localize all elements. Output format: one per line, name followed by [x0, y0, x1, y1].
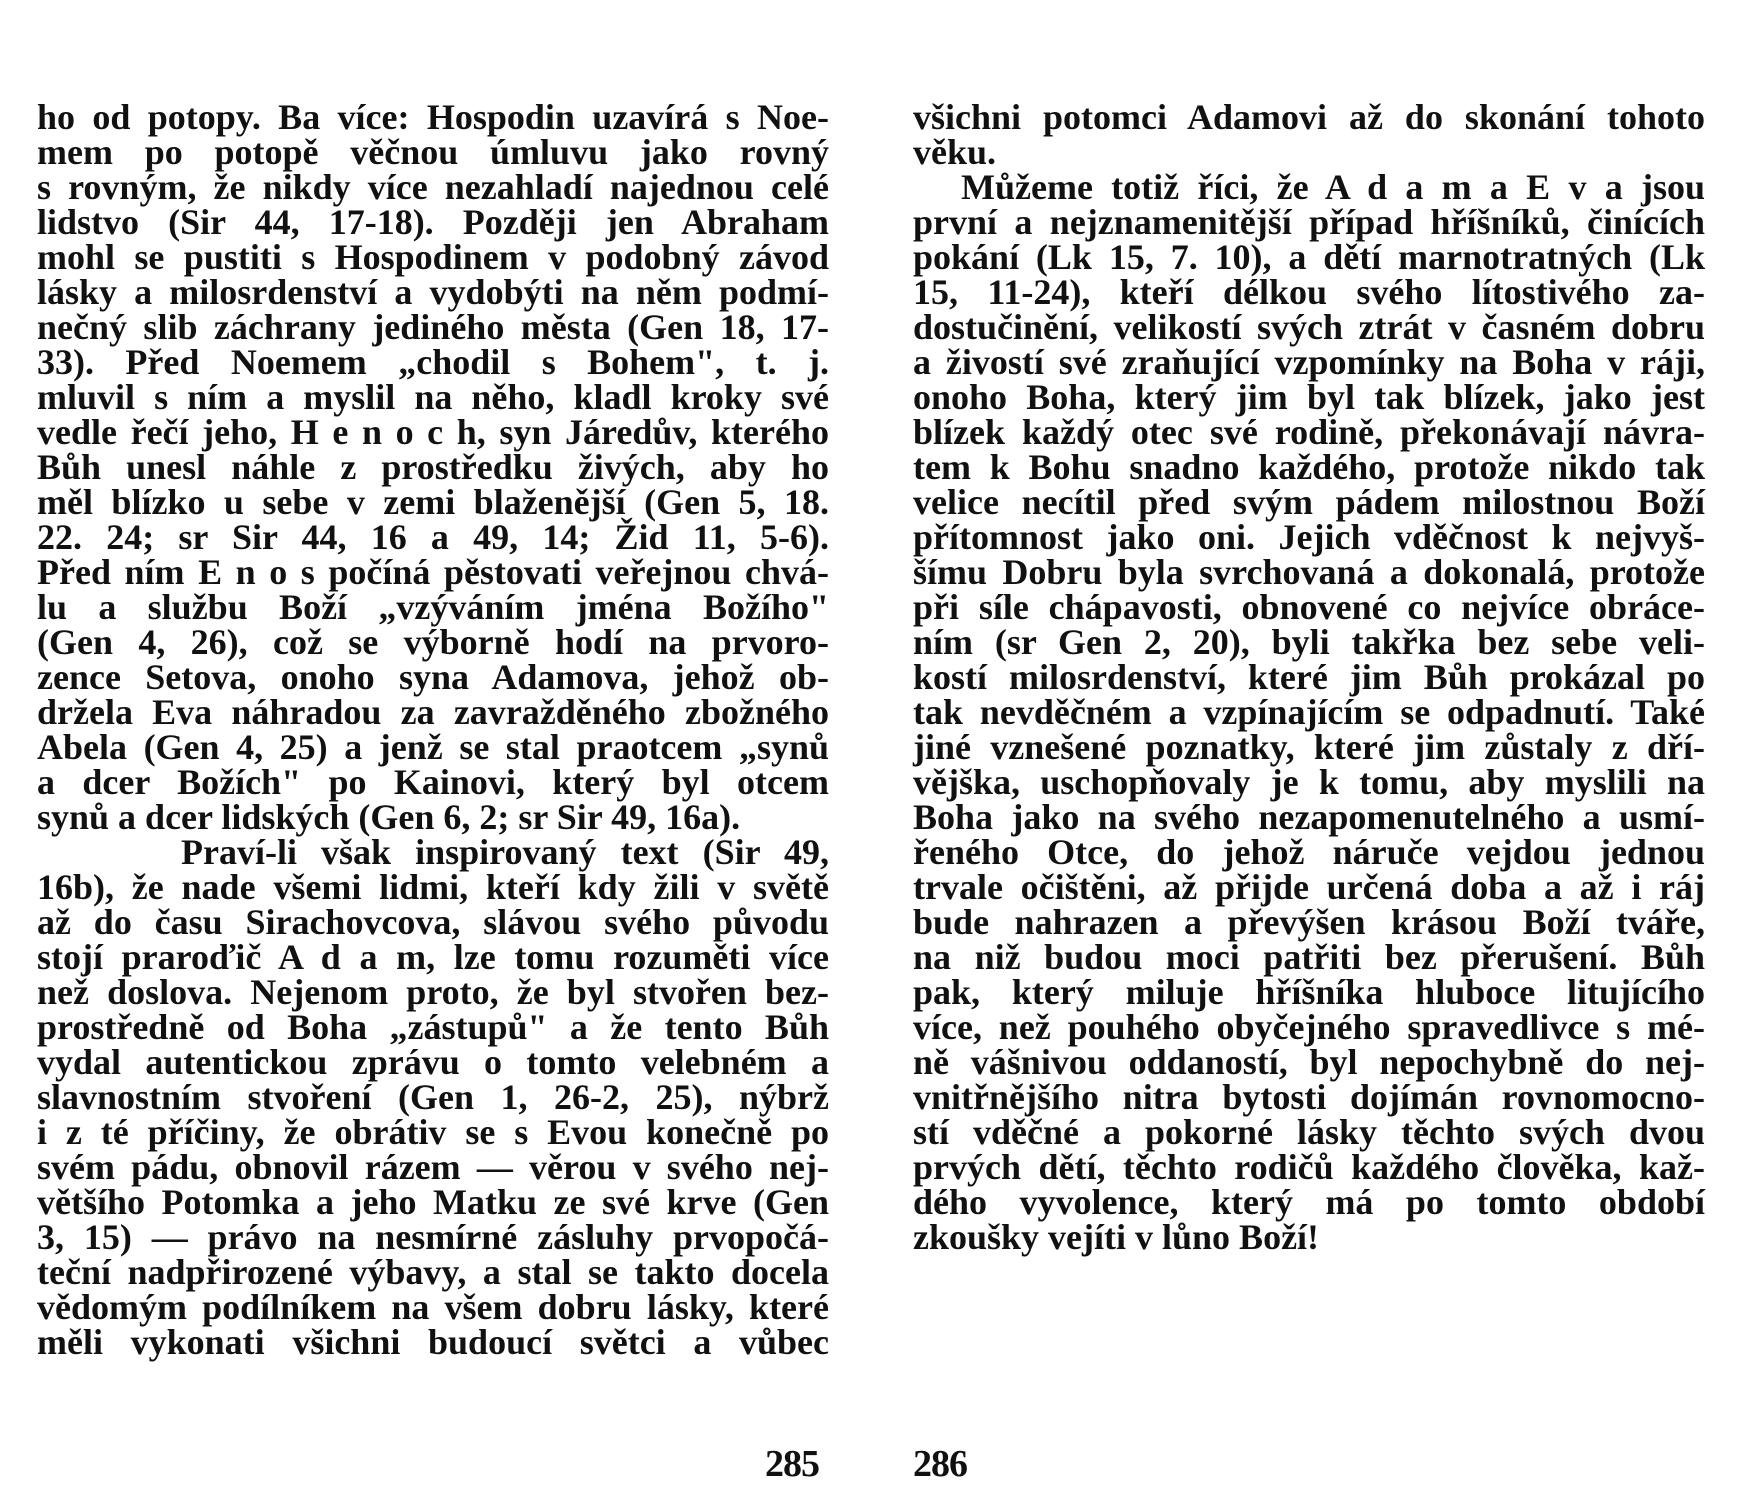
text-line: zkoušky vejíti v lůno Boží!	[913, 1217, 1320, 1257]
text-line: i z té příčiny, že obrátiv se s Evou konečně po	[37, 1112, 829, 1152]
text-line: řeného Otce, do jehož náruče vejdou jednou	[913, 832, 1705, 872]
text-line: a dcer Božích" po Kainovi, který byl otcem	[37, 762, 829, 802]
page-number-right: 286	[913, 1443, 967, 1485]
text-line: při síle chápavosti, obnovené co nejvíce obráce-	[913, 587, 1705, 627]
text-line: ně vášnivou oddaností, byl nepochybně do nej-	[913, 1042, 1705, 1082]
text-line: stojí praroďič A d a m, lze tomu rozuměti více	[37, 937, 829, 977]
text-line: více, než pouhého obyčejného spravedlivce s mé-	[913, 1007, 1705, 1047]
text-line: 22. 24; sr Sir 44, 16 a 49, 14; Žid 11, 5-6).	[37, 517, 829, 557]
text-line: jiné vznešené poznatky, které jim zůstaly z dří-	[913, 727, 1705, 767]
text-line: vedle řečí jeho, H e n o c h, syn Járedův, kterého	[37, 412, 829, 452]
text-line: šímu Dobru byla svrchovaná a dokonalá, protože	[913, 552, 1705, 592]
right-page-text	[913, 97, 1705, 1257]
text-line: synů a dcer lidských (Gen 6, 2; sr Sir 49, 16a).	[37, 797, 741, 837]
text-line: svém pádu, obnovil rázem — věrou v svého nej-	[37, 1147, 829, 1187]
text-line: věku.	[913, 132, 997, 172]
text-line: velice necítil před svým pádem milostnou Boží	[913, 482, 1705, 522]
text-line: všichni potomci Adamovi až do skonání tohoto	[913, 97, 1705, 137]
text-line: Můžeme totiž říci, že A d a m a E v a jsou	[961, 167, 1705, 207]
text-line: Abela (Gen 4, 25) a jenž se stal praotcem „synů	[37, 727, 829, 767]
text-line: 33). Před Noemem „chodil s Bohem", t. j.	[37, 342, 829, 382]
text-line: 16b), že nade všemi lidmi, kteří kdy žili v světě	[37, 867, 829, 907]
text-line: onoho Boha, který jim byl tak blízek, jako jest	[913, 377, 1705, 417]
text-line: na niž budou moci patřiti bez přerušení. Bůh	[913, 937, 1705, 977]
text-line: 3, 15) — právo na nesmírné zásluhy prvopočá-	[37, 1217, 829, 1257]
text-line: Boha jako na svého nezapomenutelného a usmí-	[913, 797, 1705, 837]
text-line: nečný slib záchrany jediného města (Gen 18, 17-	[37, 307, 829, 347]
text-line: (Gen 4, 26), což se výborně hodí na prvoro-	[37, 622, 829, 662]
text-line: mohl se pustiti s Hospodinem v podobný závod	[37, 237, 829, 277]
text-line: prvých dětí, těchto rodičů každého člověka, kaž-	[913, 1147, 1705, 1187]
text-line: než doslova. Nejenom proto, že byl stvořen bez-	[37, 972, 829, 1012]
text-line: prostředně od Boha „zástupů" a že tento Bůh	[37, 1007, 829, 1047]
text-line: až do času Sirachovcova, slávou svého původu	[37, 902, 829, 942]
text-line: Praví-li však inspirovaný text (Sir 49,	[181, 832, 829, 872]
text-line: lidstvo (Sir 44, 17-18). Později jen Abraham	[37, 202, 829, 242]
text-line: držela Eva náhradou za zavražděného zbožného	[37, 692, 829, 732]
text-line: lu a službu Boží „vzýváním jména Božího"	[37, 587, 829, 627]
text-line: lásky a milosrdenství a vydobýti na něm podmí-	[37, 272, 829, 312]
text-line: trvale očištěni, až přijde určená doba a až i ráj	[913, 867, 1705, 907]
text-line: ho od potopy. Ba více: Hospodin uzavírá s Noe-	[37, 97, 829, 137]
text-line: slavnostním stvoření (Gen 1, 26-2, 25), nýbrž	[37, 1077, 829, 1117]
text-line: pak, který miluje hříšníka hluboce litujícího	[913, 972, 1705, 1012]
text-line: teční nadpřirozené výbavy, a stal se takto docela	[37, 1252, 829, 1292]
text-line: měli vykonati všichni budoucí světci a vůbec	[37, 1322, 829, 1362]
text-line: mluvil s ním a myslil na něho, kladl kroky své	[37, 377, 829, 417]
text-line: dého vyvolence, který má po tomto období	[913, 1182, 1705, 1222]
text-line: většího Potomka a jeho Matku ze své krve (Gen	[37, 1182, 829, 1222]
text-line: první a nejznamenitější případ hříšníků, činících	[913, 202, 1705, 242]
text-line: tak nevděčném a vzpínajícím se odpadnutí. Také	[913, 692, 1705, 732]
left-page-text	[37, 97, 829, 1362]
text-line: mem po potopě věčnou úmluvu jako rovný	[37, 132, 829, 172]
text-line: vnitřnějšího nitra bytosti dojímán rovnomocno-	[913, 1077, 1705, 1117]
text-line: měl blízko u sebe v zemi blaženější (Gen 5, 18.	[37, 482, 829, 522]
text-line: dostučinění, velikostí svých ztrát v časném dobru	[913, 307, 1705, 347]
text-line: přítomnost jako oni. Jejich vděčnost k nejvyš-	[913, 517, 1705, 557]
text-line: pokání (Lk 15, 7. 10), a dětí marnotratných (Lk	[913, 237, 1705, 277]
page-number-left: 285	[765, 1443, 819, 1485]
text-line: blízek každý otec své rodině, překonávají návra-	[913, 412, 1705, 452]
text-line: bude nahrazen a převýšen krásou Boží tváře,	[913, 902, 1705, 942]
text-line: Bůh unesl náhle z prostředku živých, aby ho	[37, 447, 829, 487]
text-line: zence Setova, onoho syna Adamova, jehož ob-	[37, 657, 829, 697]
text-line: s rovným, že nikdy více nezahladí najednou celé	[37, 167, 829, 207]
text-line: vydal autentickou zprávu o tomto velebném a	[37, 1042, 829, 1082]
text-line: vějška, uschopňovaly je k tomu, aby myslili na	[913, 762, 1705, 802]
text-line: a živostí své zraňující vzpomínky na Boha v ráji,	[913, 342, 1705, 382]
text-line: ním (sr Gen 2, 20), byli takřka bez sebe veli-	[913, 622, 1705, 662]
text-line: Před ním E n o s počíná pěstovati veřejnou chvá-	[37, 552, 829, 592]
text-line: 15, 11-24), kteří délkou svého lítostivého za-	[913, 272, 1705, 312]
text-line: kostí milosrdenství, které jim Bůh prokázal po	[913, 657, 1705, 697]
text-line: stí vděčné a pokorné lásky těchto svých dvou	[913, 1112, 1705, 1152]
text-line: tem k Bohu snadno každého, protože nikdo tak	[913, 447, 1705, 487]
text-line: vědomým podílníkem na všem dobru lásky, které	[37, 1287, 829, 1327]
